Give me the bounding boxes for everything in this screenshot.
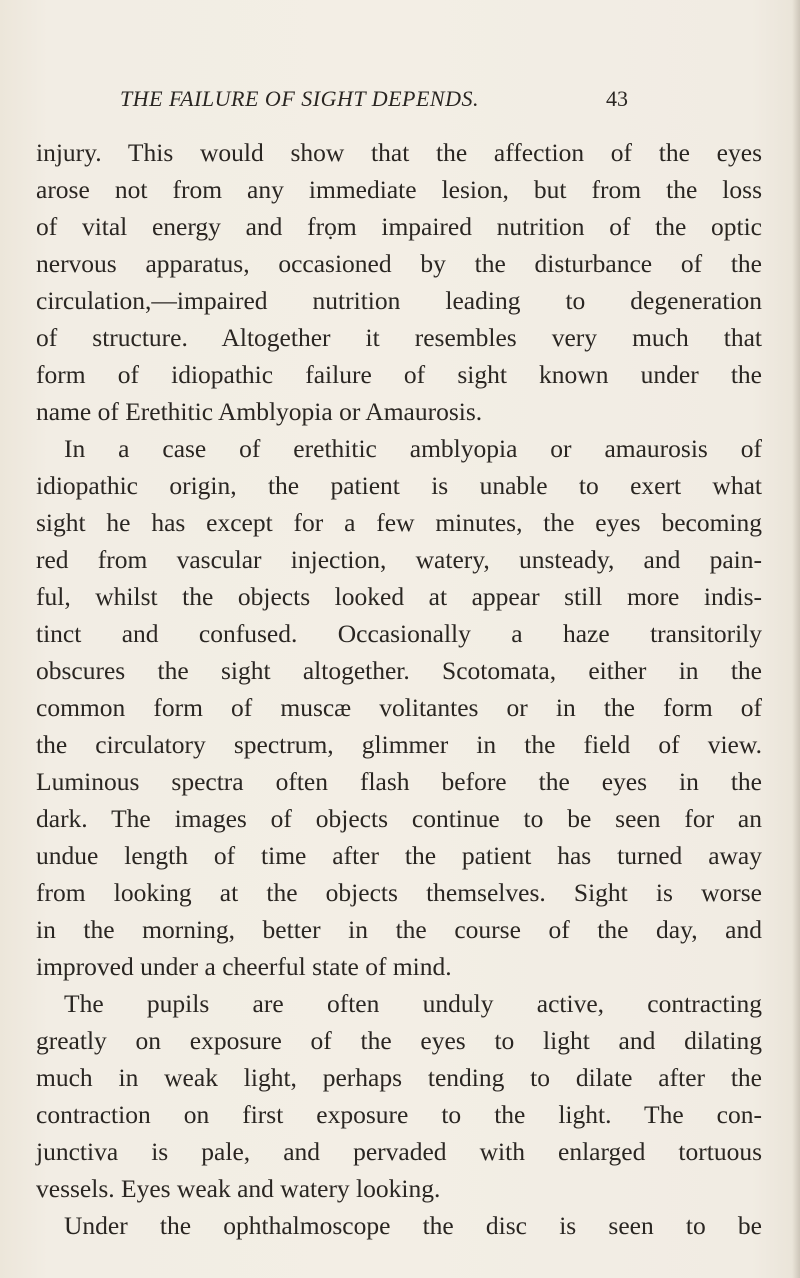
- text-line: obscures the sight altogether. Scotomata, either in the: [36, 656, 762, 685]
- text-line: arose not from any immediate lesion, but from the loss: [36, 175, 762, 204]
- running-head: [120, 86, 628, 116]
- text-line: The pupils are often unduly active, contracting: [64, 989, 762, 1018]
- text-line: circulation,—impaired nutrition leading to degeneration: [36, 286, 762, 315]
- running-title: THE FAILURE OF SIGHT DEPENDS.: [120, 86, 479, 111]
- text-line: tinct and confused. Occasionally a haze transitorily: [36, 619, 762, 648]
- text-line: the circulatory spectrum, glimmer in the field of view.: [36, 730, 762, 759]
- text-line: Luminous spectra often flash before the eyes in the: [36, 767, 762, 796]
- text-line: sight he has except for a few minutes, the eyes becoming: [36, 508, 762, 537]
- text-line: common form of muscæ volitantes or in the form of: [36, 693, 762, 722]
- text-line: red from vascular injection, watery, unsteady, and pain-: [36, 545, 762, 574]
- text-line: in the morning, better in the course of the day, and: [36, 915, 762, 944]
- text-line: nervous apparatus, occasioned by the disturbance of the: [36, 249, 762, 278]
- text-line: contraction on first exposure to the light. The con-: [36, 1100, 762, 1129]
- text-line: In a case of erethitic amblyopia or amaurosis of: [64, 434, 762, 463]
- page-edge-shadow: [792, 0, 800, 1278]
- text-line: greatly on exposure of the eyes to light and dilating: [36, 1026, 762, 1055]
- text-line: junctiva is pale, and pervaded with enlarged tortuous: [36, 1137, 762, 1166]
- text-line: much in weak light, perhaps tending to dilate after the: [36, 1063, 762, 1092]
- text-line: of structure. Altogether it resembles very much that: [36, 323, 762, 352]
- text-line: idiopathic origin, the patient is unable to exert what: [36, 471, 762, 500]
- text-line: ful, whilst the objects looked at appear still more indis-: [36, 582, 762, 611]
- text-line: form of idiopathic failure of sight known under the: [36, 360, 762, 389]
- text-line: injury. This would show that the affection of the eyes: [36, 138, 762, 167]
- text-line: Under the ophthalmoscope the disc is seen to be: [64, 1211, 762, 1240]
- text-line: of vital energy and frọm impaired nutrition of the optic: [36, 212, 762, 241]
- page-number: 43: [606, 86, 628, 111]
- text-line: vessels. Eyes weak and watery looking.: [36, 1174, 441, 1203]
- text-line: name of Erethitic Amblyopia or Amaurosis.: [36, 397, 483, 426]
- text-line: from looking at the objects themselves. Sight is worse: [36, 878, 762, 907]
- text-line: dark. The images of objects continue to be seen for an: [36, 804, 762, 833]
- text-line: undue length of time after the patient has turned away: [36, 841, 762, 870]
- text-line: improved under a cheerful state of mind.: [36, 952, 452, 981]
